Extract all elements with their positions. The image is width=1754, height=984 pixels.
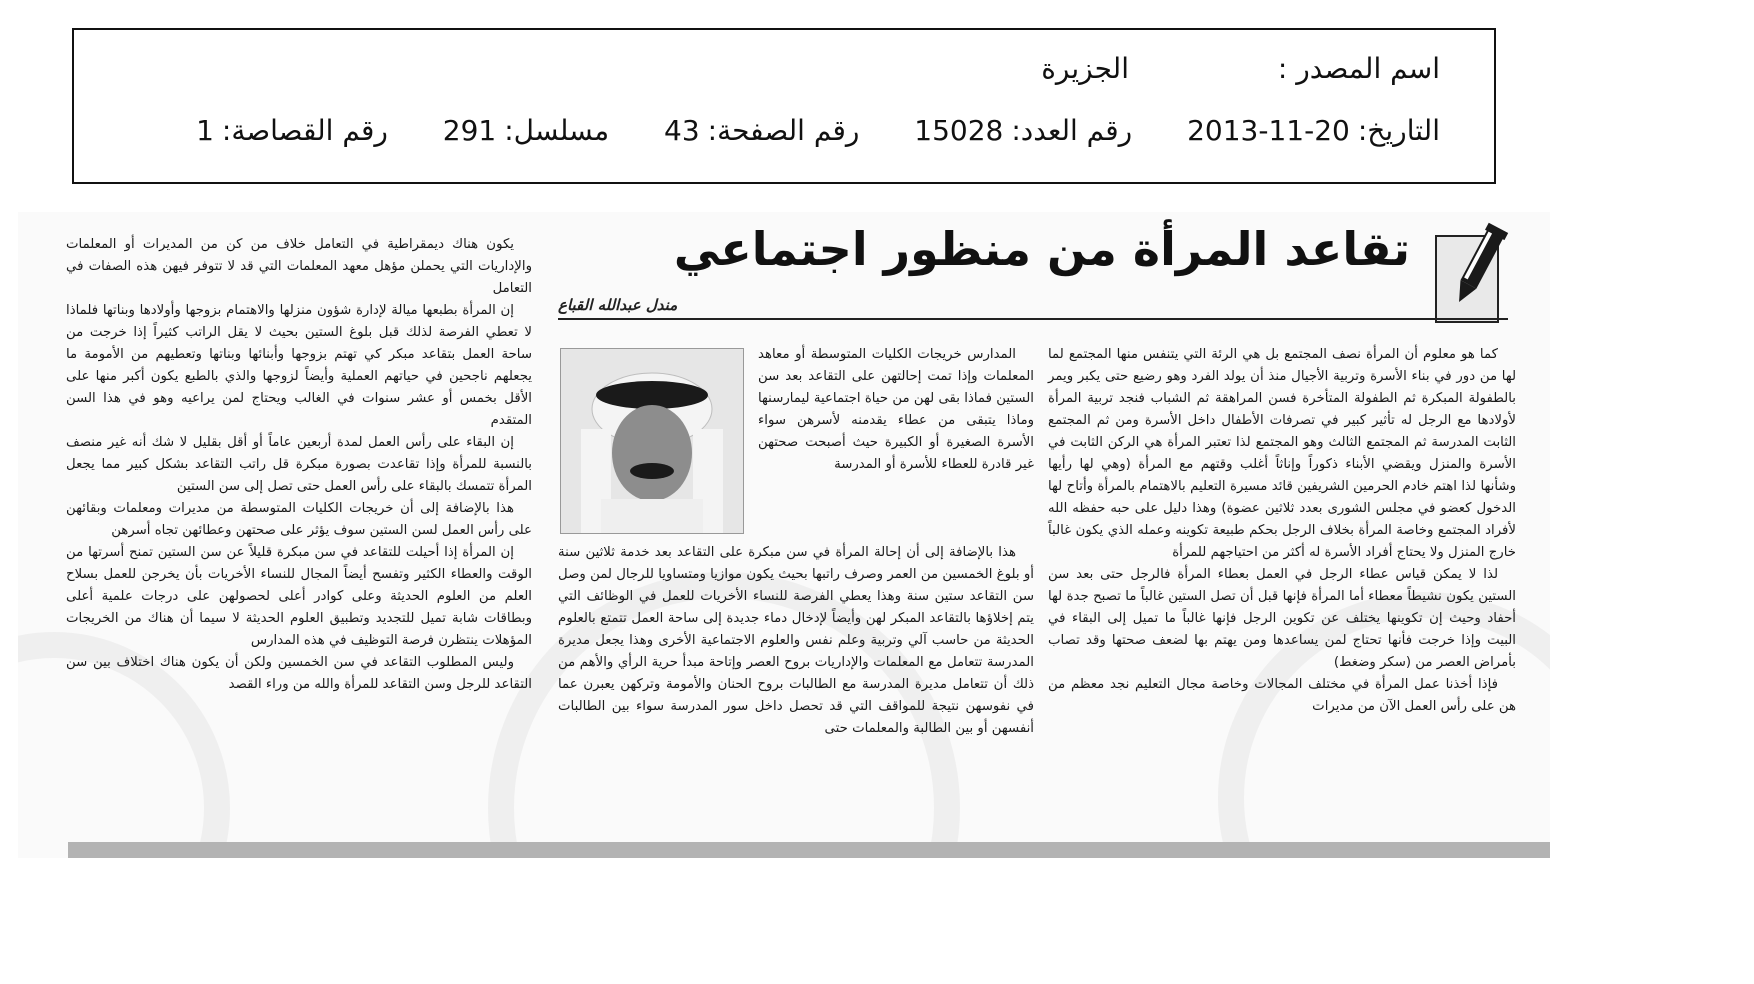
article-headline: تقاعد المرأة من منظور اجتماعي (673, 222, 1410, 276)
newspaper-clipping (18, 212, 1550, 858)
clipping-metadata-box (72, 28, 1496, 184)
serial-value: 291 (442, 114, 497, 147)
issue-value: 15028 (914, 114, 1004, 147)
pen-icon (1430, 222, 1520, 326)
paragraph: إن المرأة إذا أحيلت للتقاعد في سن مبكرة قليلاً عن سن الستين تمنح أسرتها من الوقت والعطاء الكثير وتفسح أيضاً المجال للنساء الأخريات بأن يخرجن للعمل بسلاح العلم من العلوم الحديثة وعلى كوادر أعلى لحصولهن على درجات علمية أعلى وبطاقات شابة تميل للتجديد وتطبيق العلوم الحديثة لا سيما أن هناك من الخريجات المؤهلات ينتظرن فرصة التوظيف في هذه المدارس (66, 545, 532, 648)
date-value: 20-11-2013 (1187, 114, 1350, 147)
article-column-middle-top (758, 344, 1034, 476)
page-label: رقم الصفحة: (707, 114, 860, 147)
author-photo (560, 348, 744, 534)
article-column-right (1048, 344, 1516, 718)
paragraph: إن المرأة بطبعها ميالة لإدارة شؤون منزلها والاهتمام بزوجها وأولادها وبناتها فلماذا لا تعطي الفرصة لذلك قبل بلوغ الستين بحيث لا يقل الراتب كثيراً إذا خرجت من ساحة العمل بتقاعد مبكر كي تهتم بزوجها وأبنائها وبناتها وتعطيهم من الأمومة ما يجعلهم ناجحين في حياتهم العملية وأيضاً لزوجها والذي بالطبع يكون أكبر منها على الأقل بخمس أو عشر سنوات في الغالب ويحتاج لمن يراعيه وهو في هذا السن المتقدم (66, 303, 532, 428)
headline-divider (558, 318, 1508, 320)
paragraph: وليس المطلوب التقاعد في سن الخمسين ولكن أن يكون هناك اختلاف بين سن التقاعد للرجل وسن التقاعد للمرأة والله من وراء القصد (66, 655, 532, 692)
details-row (150, 114, 1440, 147)
paragraph: المدارس خريجات الكليات المتوسطة أو معاهد المعلمات وإذا تمت إحالتهن على التقاعد بعد سن الستين فماذا بقى لهن من حياة اجتماعية ليمارسنها وماذا يتبقى من عطاء يقدمنه لأسرهن سواء الأسرة الصغيرة أو الكبيرة حيث أصبحت صحتهن غير قادرة للعطاء للأسرة أو المدرسة (758, 347, 1034, 472)
paragraph: هذا بالإضافة إلى أن خريجات الكليات المتوسطة من مديرات ومعلمات وبقائهن على رأس العمل لسن الستين سوف يؤثر على صحتهن وعطائهن تجاه أسرهن (66, 501, 532, 538)
issue-field (914, 114, 1132, 147)
clip-number-value: 1 (196, 114, 214, 147)
date-label: التاريخ: (1357, 114, 1440, 147)
paragraph: يكون هناك ديمقراطية في التعامل خلاف من كن من المديرات أو المعلمات والإداريات التي يحملن مؤهل معهد المعلمات التي قد لا تتوفر فيهن هذه الصفات في التعامل (66, 237, 532, 296)
date-field (1187, 114, 1440, 147)
source-row (1041, 52, 1440, 85)
paragraph: فإذا أخذنا عمل المرأة في مختلف المجالات وخاصة مجال التعليم نجد معظم من هن على رأس العمل الآن من مديرات (1048, 677, 1516, 714)
article-column-left (66, 234, 532, 696)
paragraph: إن البقاء على رأس العمل لمدة أربعين عاماً أو أقل بقليل لا شك أنه غير منصف بالنسبة للمرأة وإذا تقاعدت بصورة مبكرة قل راتب التقاعد بشكل كبير مما يجعل المرأة تتمسك بالبقاء على رأس العمل حتى تصل إلى سن الستين (66, 435, 532, 494)
page-bottom-bar (68, 842, 1550, 858)
page-field (664, 114, 859, 147)
serial-field (443, 114, 609, 147)
article-author: مندل عبدالله القباع (558, 296, 678, 314)
clip-number-field (196, 114, 388, 147)
source-value: الجزيرة (1041, 52, 1129, 85)
issue-label: رقم العدد: (1011, 114, 1133, 147)
serial-label: مسلسل: (504, 114, 610, 147)
paragraph: هذا بالإضافة إلى أن إحالة المرأة في سن مبكرة على التقاعد بعد خدمة ثلاثين سنة أو بلوغ الخمسين من العمر وصرف راتبها بحيث يكون موازيا ومتساويا للرجال لمن وصل سن التقاعد ستين سنة وهذا يعطي الفرصة للنساء الأخريات للعمل في الوظائف التي يتم إخلاؤها بالتقاعد المبكر لهن وأيضاً لإدخال دماء جديدة إلى ساحة العمل تتمتع بالعلوم الحديثة من حاسب آلي وتربية وعلم نفس والعلوم الاجتماعية الأخرى وهذا يجعل مديرة المدرسة تتعامل مع المعلمات والإداريات بروح العصر وإتاحة مبدأ حرية الرأي والأهم من ذلك أن تتعامل مديرة المدرسة مع الطالبات بروح الحنان والأمومة وتركهن يعبرن عما في نفوسهن نتيجة للمواقف التي قد تحصل داخل سور المدرسة سواء بين الطالبات أنفسهن أو بين الطالبة والمعلمات حتى (558, 545, 1034, 736)
paragraph: لذا لا يمكن قياس عطاء الرجل في العمل بعطاء المرأة فالرجل حتى بعد سن الستين يكون نشيطاً معطاء أما المرأة فإنها قبل أن تصل الستين غالباً ما تصبح جدة لها أحفاد وحيث إن تكوينها يختلف عن تكوين الرجل فإنها غالباً ما تميل إلى البقاء في البيت وإذا خرجت فأنها تحتاج لمن يساعدها ومن يهتم بها لضعف صحتها وقد تصاب بأمراض العصر من (سكر وضغط) (1048, 567, 1516, 670)
clip-number-label: رقم القصاصة: (221, 114, 388, 147)
source-label: اسم المصدر : (1277, 52, 1440, 85)
page-value: 43 (664, 114, 700, 147)
article-column-middle (558, 542, 1034, 740)
paragraph: كما هو معلوم أن المرأة نصف المجتمع بل هي الرئة التي يتنفس منها المجتمع لما لها من دور في بناء الأسرة وتربية الأجيال منذ أن يولد الفرد وهو رضيع حتى يكبر ويمر بالطفولة المبكرة ثم الطفولة المتأخرة فسن المراهقة ثم الشباب فنجد تربية المرأة لأولادها مع الرجل له تأثير كبير في تصرفات الأطفال داخل الأسرة ومن ثم المجتمع الثابت المدرسة ثم المجتمع الثالث وهو المجتمع لذا تعتبر المرأة هي الركن الثابت في الأسرة والمنزل ويقضي الأبناء ذكوراً وإناثاً أغلب وقتهم مع المرأة (وهي لها رأيها وشأنها لذا اهتم خادم الحرمين الشريفين قائد مسيرة التعليم بالاهتمام بالمرأة وأتاح لها الدخول كعضو في مجلس الشورى بعدد ثلاثين عضوة) وهذا دليل على حبه حفظه الله لأفراد المجتمع وخاصة المرأة بخلاف الرجل بحكم طبيعة تكوينه وعمله الذي يكون غالباً خارج المنزل ولا يحتاج أفراد الأسرة له أكثر من احتياجهم للمرأة (1048, 347, 1516, 560)
